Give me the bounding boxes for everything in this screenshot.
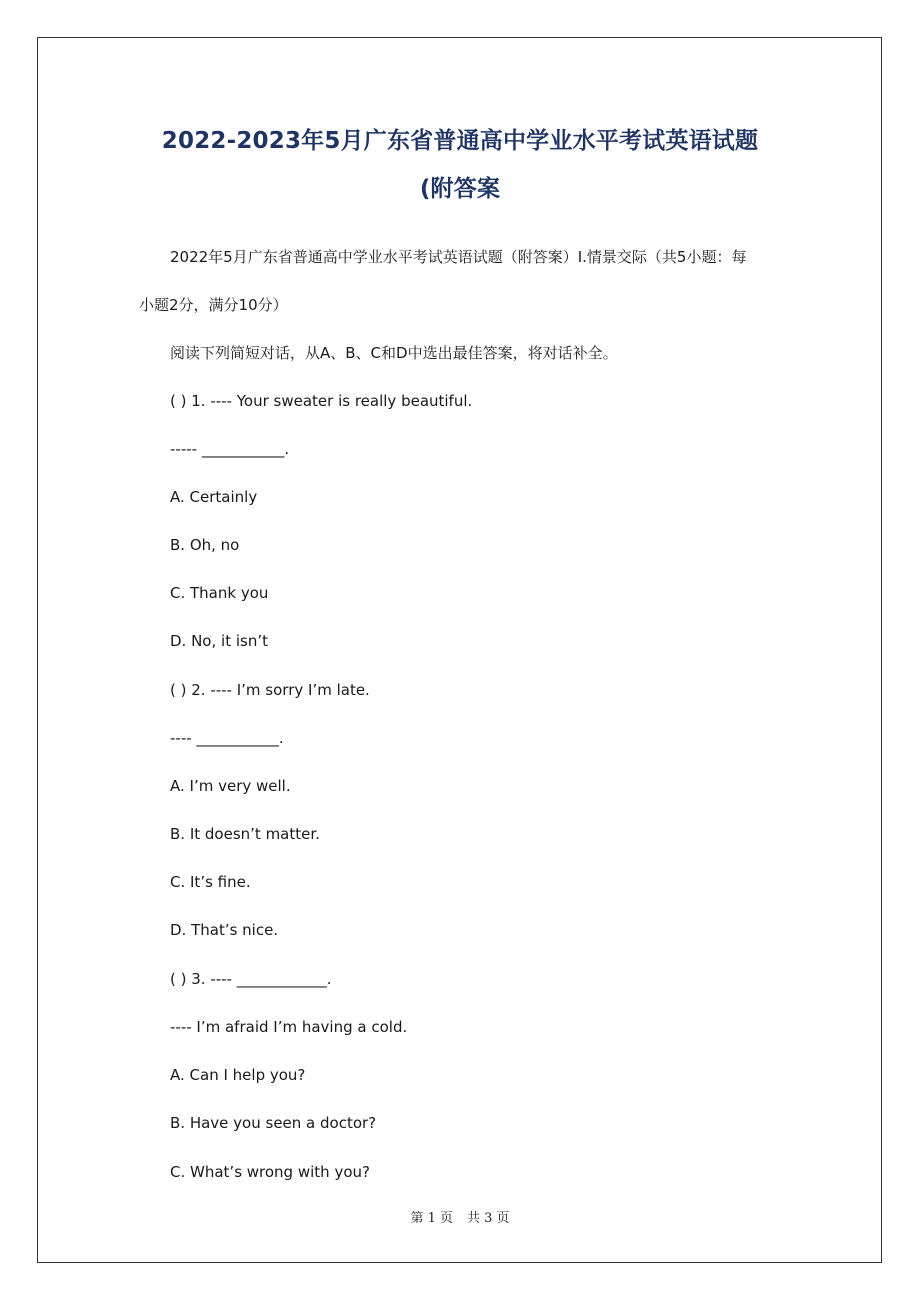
- question-3-reply: ---- I’m afraid I’m having a cold.: [170, 1018, 408, 1036]
- question-1-option-a: A. Certainly: [170, 488, 258, 506]
- question-2-reply-blank: ---- ___________.: [170, 729, 284, 747]
- page-footer: [0, 1207, 920, 1226]
- question-2-option-b: B. It doesn’t matter.: [170, 825, 320, 843]
- question-1-option-b: B. Oh, no: [170, 536, 240, 554]
- page-frame: [37, 37, 882, 1263]
- question-2-option-c: C. It’s fine.: [170, 873, 251, 891]
- intro-paragraph-line-1: 2022年5月广东省普通高中学业水平考试英语试题（附答案）I.情景交际（共5小题：每: [170, 248, 747, 266]
- intro-paragraph-line-2: 小题2分，满分10分）: [139, 296, 288, 314]
- question-2-prompt: ( ) 2. ---- I’m sorry I’m late.: [170, 681, 370, 699]
- question-2-option-d: D. That’s nice.: [170, 921, 279, 939]
- question-1-prompt: ( ) 1. ---- Your sweater is really beautiful.: [170, 392, 473, 410]
- question-1-reply-blank: ----- ___________.: [170, 440, 290, 458]
- question-3-prompt-blank: ( ) 3. ---- ____________.: [170, 970, 332, 988]
- instruction-text: 阅读下列简短对话，从A、B、C和D中选出最佳答案，将对话补全。: [170, 344, 618, 362]
- page-number: 第 1 页: [410, 1211, 453, 1226]
- question-2-option-a: A. I’m very well.: [170, 777, 291, 795]
- question-3-option-c: C. What’s wrong with you?: [170, 1163, 370, 1181]
- question-3-option-a: A. Can I help you?: [170, 1066, 306, 1084]
- document-title-line-1: 2022-2023年5月广东省普通高中学业水平考试英语试题: [161, 128, 759, 154]
- question-1-option-c: C. Thank you: [170, 584, 269, 602]
- page-total: 共 3 页: [467, 1211, 510, 1226]
- question-3-option-b: B. Have you seen a doctor?: [170, 1114, 377, 1132]
- question-1-option-d: D. No, it isn’t: [170, 632, 268, 650]
- document-title-line-2: (附答案: [419, 176, 501, 202]
